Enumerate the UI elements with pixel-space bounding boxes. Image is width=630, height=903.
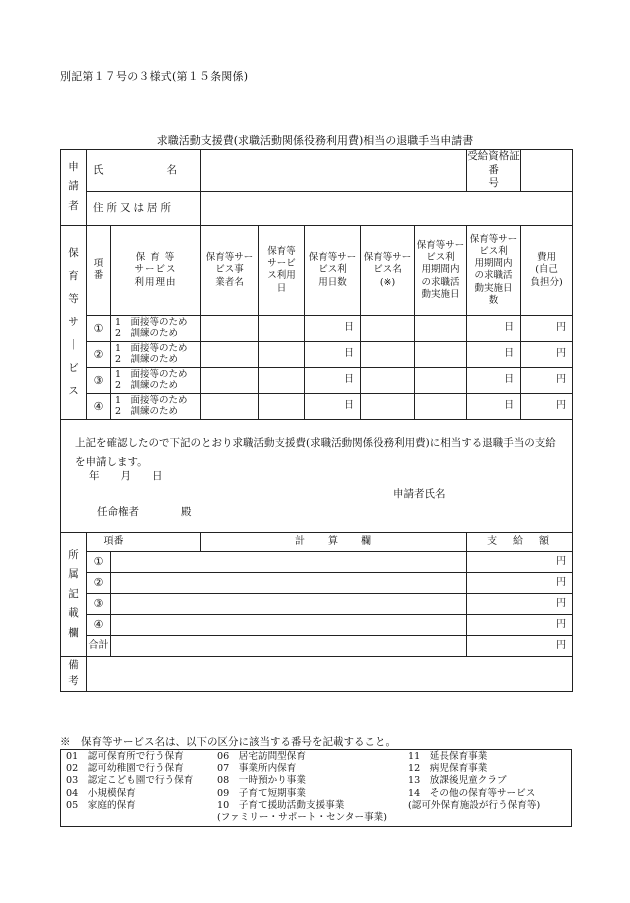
service-row-number: ③ xyxy=(87,367,111,393)
service-row-number: ④ xyxy=(87,393,111,419)
header-provider: 保育等サー ビス事 業者名 xyxy=(201,225,259,315)
office-row-number: ① xyxy=(87,551,111,572)
address-label: 住所又は居所 xyxy=(87,191,201,225)
use-count-field[interactable]: 日 xyxy=(305,367,361,393)
service-reason-options[interactable]: 1 面接等のため 2 訓練のため xyxy=(111,315,201,341)
header-use-count: 保育等サー ビス利 用日数 xyxy=(305,225,361,315)
office-header-item: 項番 xyxy=(87,532,201,551)
job-days-count-field[interactable]: 日 xyxy=(467,341,521,367)
service-codes-col-3: 11 延長保育事業 12 病児保育事業 13 放課後児童クラブ 14 その他の保育等サービス (認可外保育施設が行う保育等) xyxy=(408,751,541,811)
service-reason-options[interactable]: 1 面接等のため 2 訓練のため xyxy=(111,393,201,419)
use-day-field[interactable] xyxy=(259,315,305,341)
amount-field[interactable]: 円 xyxy=(467,593,573,614)
use-count-field[interactable]: 日 xyxy=(305,315,361,341)
header-service-name: 保育等サー ビス名 (※) xyxy=(361,225,415,315)
calc-field[interactable] xyxy=(111,551,467,572)
header-use-day: 保育等 サービ ス利用 日 xyxy=(259,225,305,315)
office-row-number: ④ xyxy=(87,614,111,635)
cost-field[interactable]: 円 xyxy=(521,341,573,367)
form-label: 別記第１７号の３様式(第１５条関係) xyxy=(60,70,249,83)
job-days-field[interactable] xyxy=(415,393,467,419)
amount-field[interactable]: 円 xyxy=(467,551,573,572)
office-row xyxy=(61,593,573,614)
applicant-section-label: 申 請 者 xyxy=(61,150,87,226)
cost-field[interactable]: 円 xyxy=(521,393,573,419)
declaration-date[interactable]: 年 月 日 xyxy=(89,469,163,482)
calc-field[interactable] xyxy=(111,614,467,635)
job-days-count-field[interactable]: 日 xyxy=(467,315,521,341)
header-job-days-count: 保育等サー ビス利 用期間内 の求職活 動実施日 数 xyxy=(467,225,521,315)
service-reason-options[interactable]: 1 面接等のため 2 訓練のため xyxy=(111,367,201,393)
service-name-field[interactable] xyxy=(361,341,415,367)
office-row-number: ② xyxy=(87,572,111,593)
service-name-field[interactable] xyxy=(361,367,415,393)
office-row xyxy=(61,551,573,572)
header-cost: 費用 (自己 負担分) xyxy=(521,225,573,315)
provider-field[interactable] xyxy=(201,341,259,367)
office-row xyxy=(61,614,573,635)
job-days-field[interactable] xyxy=(415,341,467,367)
service-row xyxy=(61,393,573,419)
office-row xyxy=(61,572,573,593)
service-reason-options[interactable]: 1 面接等のため 2 訓練のため xyxy=(111,341,201,367)
use-day-field[interactable] xyxy=(259,367,305,393)
declaration-area xyxy=(61,419,573,532)
job-days-field[interactable] xyxy=(415,367,467,393)
form-title: 求職活動支援費(求職活動関係役務利用費)相当の退職手当申請書 xyxy=(156,134,474,147)
service-section-label: 保 育 等 サ ｜ ビ ス xyxy=(61,225,87,419)
service-codes-col-1: 01 認可保育所で行う保育 02 認可幼稚園で行う保育 03 認定こども園で行う保育 04 小規模保育 05 家庭的保育 xyxy=(66,751,194,811)
applicant-name-field[interactable] xyxy=(201,150,467,192)
service-name-field[interactable] xyxy=(361,315,415,341)
cost-field[interactable]: 円 xyxy=(521,315,573,341)
job-days-count-field[interactable]: 日 xyxy=(467,367,521,393)
remarks-field[interactable] xyxy=(87,656,573,691)
header-item-no: 項 番 xyxy=(87,225,111,315)
header-reason: 保 育 等 サービス 利用理由 xyxy=(111,225,201,315)
service-row xyxy=(61,315,573,341)
applicant-name-label: 氏 名 xyxy=(87,150,201,192)
job-days-field[interactable] xyxy=(415,315,467,341)
office-header-amount: 支 給 額 xyxy=(467,532,573,551)
service-row xyxy=(61,367,573,393)
use-day-field[interactable] xyxy=(259,341,305,367)
office-total-label: 合計 xyxy=(87,635,111,656)
amount-field[interactable]: 円 xyxy=(467,572,573,593)
provider-field[interactable] xyxy=(201,393,259,419)
cert-number-label: 受給資格証 番 号 xyxy=(467,150,521,192)
remarks-label: 備 考 xyxy=(61,656,87,691)
main-form-table xyxy=(60,149,573,692)
amount-field[interactable]: 円 xyxy=(467,635,573,656)
appointer-label: 任命権者 殿 xyxy=(97,505,192,518)
service-name-field[interactable] xyxy=(361,393,415,419)
office-header-calc: 計 算 欄 xyxy=(201,532,467,551)
calc-field[interactable] xyxy=(111,593,467,614)
provider-field[interactable] xyxy=(201,367,259,393)
provider-field[interactable] xyxy=(201,315,259,341)
address-field[interactable] xyxy=(201,191,573,225)
service-name-note: ※ 保育等サービス名は、以下の区分に該当する番号を記載すること。 xyxy=(60,736,396,748)
applicant-signature-label: 申請者氏名 xyxy=(393,487,446,500)
service-row-number: ① xyxy=(87,315,111,341)
use-day-field[interactable] xyxy=(259,393,305,419)
cost-field[interactable]: 円 xyxy=(521,367,573,393)
use-count-field[interactable]: 日 xyxy=(305,341,361,367)
use-count-field[interactable]: 日 xyxy=(305,393,361,419)
office-section-label: 所 属 記 載 欄 xyxy=(61,532,87,656)
job-days-count-field[interactable]: 日 xyxy=(467,393,521,419)
service-codes-col-2: 06 居宅訪問型保育 07 事業所内保育 08 一時預かり事業 09 子育て短期事業 10 子育て援助活動支援事業 (ファミリー・サポート・センター事業) xyxy=(217,751,388,824)
amount-field[interactable]: 円 xyxy=(467,614,573,635)
office-row-number: ③ xyxy=(87,593,111,614)
service-row xyxy=(61,341,573,367)
header-job-days: 保育等サー ビス利 用期間内 の求職活 動実施日 xyxy=(415,225,467,315)
office-row-total xyxy=(61,635,573,656)
service-row-number: ② xyxy=(87,341,111,367)
calc-field[interactable] xyxy=(111,635,467,656)
calc-field[interactable] xyxy=(111,572,467,593)
declaration-text: 上記を確認したので下記のとおり求職活動支援費(求職活動関係役務利用費)に相当する退職手当の支給を申請します。 xyxy=(75,436,556,469)
